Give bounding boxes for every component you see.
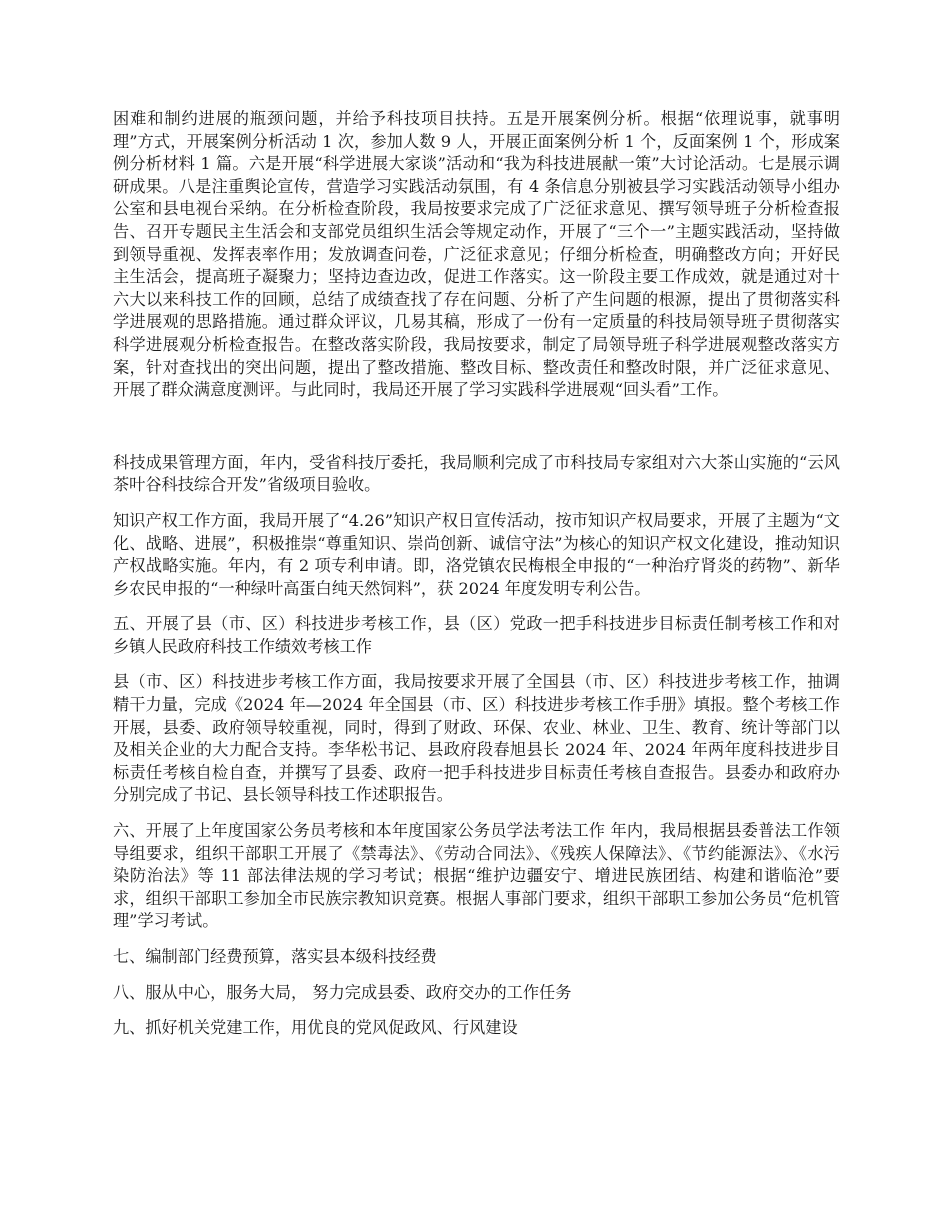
section-heading-8: 八、服从中心，服务大局， 努力完成县委、政府交办的工作任务 <box>113 982 572 1002</box>
paragraph-civil-servant-assessment: 六、开展了上年度国家公务员考核和本年度国家公务员学法考法工作 年内，我局根据县委普法工作领导组要求，组织干部职工开展了《禁毒法》、《劳动合同法》、《残疾人保障法》、《节约能源法》、《水污染防治法》等 11 部法律法规的学习考试；根据“维护边疆安宁、增进民族团结、构建和谐临沧”要求，组织干部职工参加全市民族宗教知识竞赛。根据人事部门要求，组织干部职工参加公务员“危机管理”学习考试。 <box>113 821 840 931</box>
paragraph-achievement-management: 科技成果管理方面，年内，受省科技厅委托，我局顺利完成了市科技局专家组对六大茶山实施的“云风茶叶谷科技综合开发”省级项目验收。 <box>113 452 840 495</box>
paragraph-progress-assessment: 县（市、区）科技进步考核工作方面，我局按要求开展了全国县（市、区）科技进步考核工作，抽调精干力量，完成《2024 年—2024 年全国县（市、区）科技进步考核工作手册》填报。整个考核工作开展，县委、政府领导较重视，同时，得到了财政、环保、农业、林业、卫生、教育、统计等部门以及相关企业的大力配合支持。李华松书记、县政府段春旭县长 2024 年、2024 年两年度科技进步目标责任考核自检自查，并撰写了县委、政府一把手科技进步目标责任考核自查报告。县委办和政府办分别完成了书记、县长领导科技工作述职报告。 <box>113 672 840 805</box>
section-heading-9: 九、抓好机关党建工作，用优良的党风促政风、行风建设 <box>113 1018 518 1038</box>
section-heading-7: 七、编制部门经费预算，落实县本级科技经费 <box>113 947 437 966</box>
paragraph-study-practice-activities: 困难和制约进展的瓶颈问题，并给予科技项目扶持。五是开展案例分析。根据“依理说事，就事明理”方式，开展案例分析活动 1 次，参加人数 9 人，开展正面案例分析 1 个，反面案例 1 个，形成案例分析材料 1 篇。六是开展“科学进展大家谈”活动和“我为科技进展献一策”大讨论活动。七是展示调研成果。八是注重舆论宣传，营造学习实践活动氛围，有 4 条信息分别被县学习实践活动领导小组办公室和县电视台采纳。在分析检查阶段，我局按要求完成了广泛征求意见、撰写领导班子分析检查报告、召开专题民主生活会和支部党员组织生活会等规定动作，开展了“三个一”主题实践活动，坚持做到领导重视、发挥表率作用；发放调查问卷，广泛征求意见；仔细分析检查，明确整改方向；开好民主生活会，提高班子凝聚力；坚持边查边改，促进工作落实。这一阶段主要工作成效，就是通过对十六大以来科技工作的回顾，总结了成绩查找了存在问题、分析了产生问题的根源，提出了贯彻落实科学进展观的思路措施。通过群众评议，几易其稿，形成了一份有一定质量的科技局领导班子贯彻落实科学进展观分析检查报告。在整改落实阶段，我局按要求，制定了局领导班子科学进展观整改落实方案，针对查找出的突出问题，提出了整改措施、整改目标、整改责任和整改时限，并广泛征求意见、开展了群众满意度测评。与此同时，我局还开展了学习实践科学进展观“回头看”工作。 <box>113 109 840 400</box>
document-body <box>113 108 840 1053</box>
paragraph-intellectual-property: 知识产权工作方面，我局开展了“4.26”知识产权日宣传活动，按市知识产权局要求，开展了主题为“文化、战略、进展”，积极推崇“尊重知识、崇尚创新、诚信守法”为核心的知识产权文化建设，推动知识产权战略实施。年内，有 2 项专利申请。即，洛党镇农民梅根全申报的“一种治疗肾炎的药物”、新华乡农民申报的“一种绿叶高蛋白纯天然饲料”，获 2024 年度发明专利公告。 <box>113 510 840 598</box>
section-gap <box>113 402 840 452</box>
section-heading-5: 五、开展了县（市、区）科技进步考核工作，县（区）党政一把手科技进步目标责任制考核工作和对乡镇人民政府科技工作绩效考核工作 <box>113 614 840 656</box>
